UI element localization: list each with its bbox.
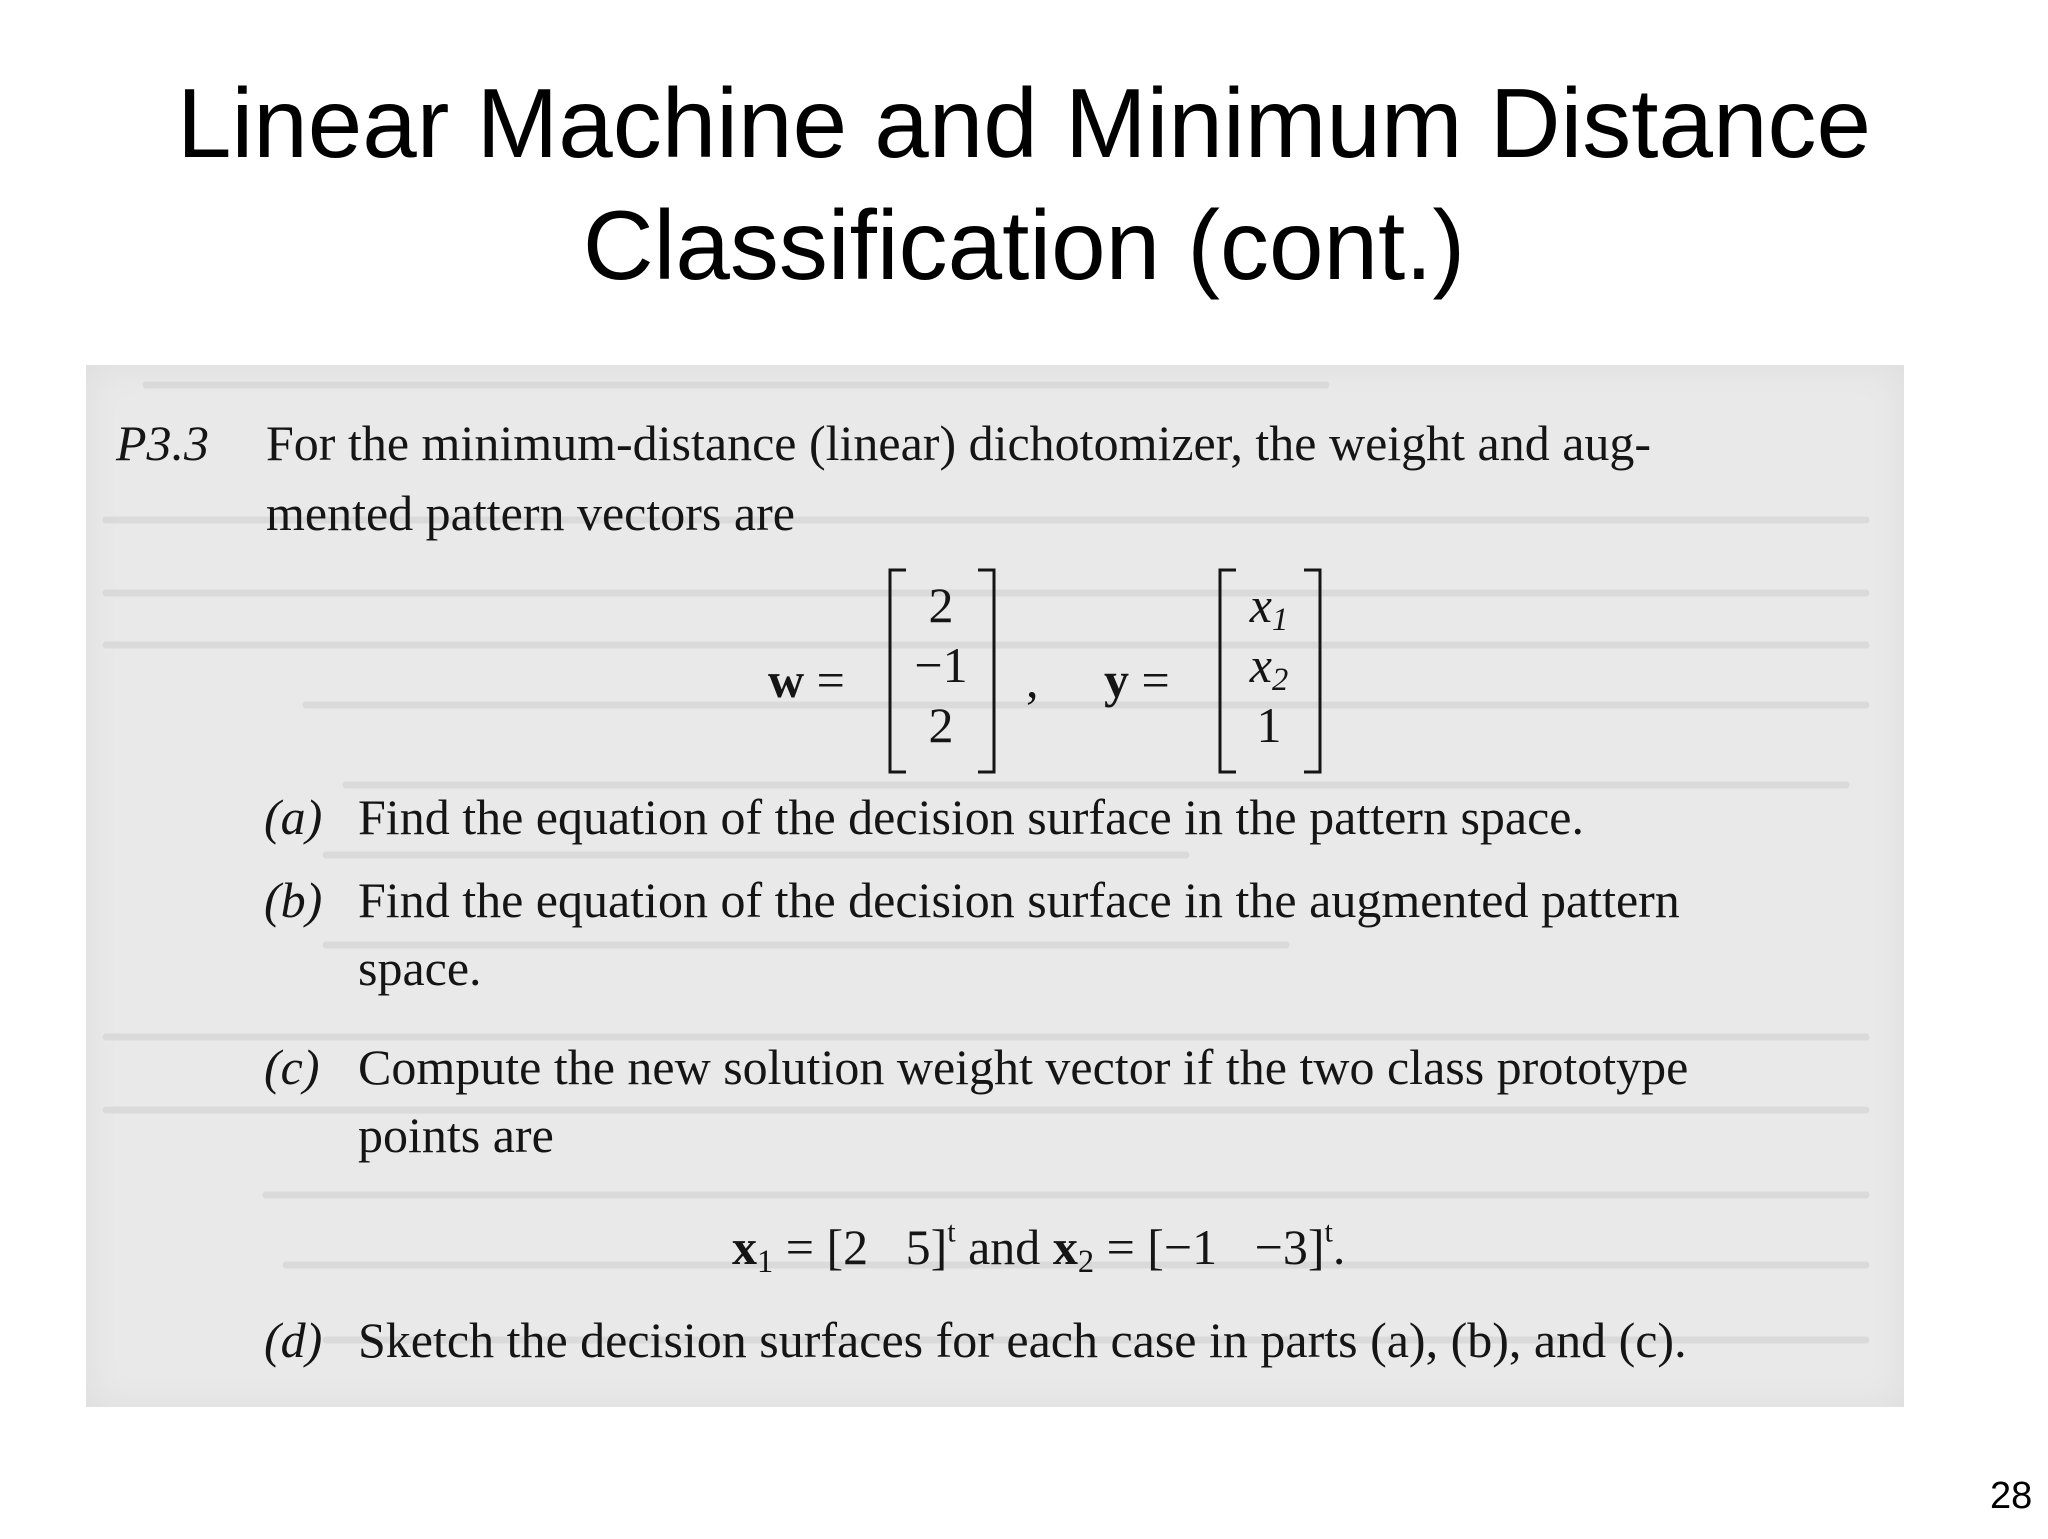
part-a-text: Find the equation of the decision surface in the pattern space. — [358, 789, 1584, 845]
part-a-label: (a) — [264, 789, 323, 845]
problem-intro-line-1: For the minimum-distance (linear) dichotomizer, the weight and aug- — [266, 415, 1652, 471]
part-d-text: Sketch the decision surfaces for each case in parts (a), (b), and (c). — [358, 1312, 1687, 1368]
part-c-label: (c) — [264, 1039, 320, 1095]
y-left-bracket — [1216, 568, 1238, 774]
x1-transpose: t — [947, 1215, 956, 1249]
y-value-1: $x_1$ — [1249, 577, 1289, 639]
problem-intro-line-2: mented pattern vectors are — [266, 485, 795, 541]
part-b-label: (b) — [264, 872, 323, 928]
y-value-2: $x_2$ — [1249, 637, 1289, 699]
w-value-2: −1 — [914, 637, 968, 693]
problem-id: P3.3 — [116, 415, 210, 471]
w-value-1: 2 — [928, 577, 954, 633]
x1-symbol: x — [732, 1219, 757, 1275]
x1-equals: = — [785, 1219, 814, 1275]
y-vector-values — [1236, 575, 1302, 755]
x2-equals: = — [1106, 1219, 1135, 1275]
w-right-bracket — [976, 568, 998, 774]
part-c-text-line-1: Compute the new solution weight vector if the two class prototype — [358, 1039, 1689, 1095]
w-symbol: w — [768, 652, 805, 708]
x2-subscript: 2 — [1077, 1244, 1095, 1281]
equation-period: . — [1332, 1219, 1346, 1275]
scanned-textbook-excerpt — [86, 365, 1904, 1407]
y-right-bracket — [1302, 568, 1324, 774]
y-vector-label — [1104, 650, 1170, 710]
x2-transpose: t — [1324, 1215, 1333, 1249]
y-equals: = — [1141, 652, 1170, 708]
vector-separator-comma: , — [1026, 652, 1039, 708]
w-left-bracket — [886, 568, 908, 774]
w-value-3: 2 — [928, 697, 954, 753]
w-vector-values — [906, 575, 976, 755]
part-c-text-line-2: points are — [358, 1107, 554, 1163]
x1-subscript: 1 — [757, 1244, 774, 1281]
part-b-text-line-1: Find the equation of the decision surface in the augmented pattern — [358, 872, 1680, 928]
prototype-points-equation: $x_1 = [2$ 5]$^t$ and $x_2 = [-1 -3]^t$. — [732, 1215, 1346, 1281]
slide-title-line-2: Classification (cont.) — [582, 190, 1466, 300]
x2-values: −1 −3 — [1163, 1219, 1308, 1275]
slide-title — [0, 62, 2048, 306]
and-word: and — [968, 1219, 1041, 1275]
page-number: 28 — [1990, 1475, 2033, 1517]
y-symbol: y — [1104, 652, 1129, 708]
x2-symbol: x — [1052, 1219, 1078, 1275]
w-equals: = — [816, 652, 845, 708]
part-b-text-line-2: space. — [358, 940, 482, 996]
w-vector-label — [768, 650, 845, 710]
y-value-3: 1 — [1256, 697, 1282, 753]
slide-title-line-1: Linear Machine and Minimum Distance — [177, 68, 1871, 178]
part-d-label: (d) — [264, 1312, 323, 1368]
x1-values: 2 5 — [843, 1219, 931, 1275]
